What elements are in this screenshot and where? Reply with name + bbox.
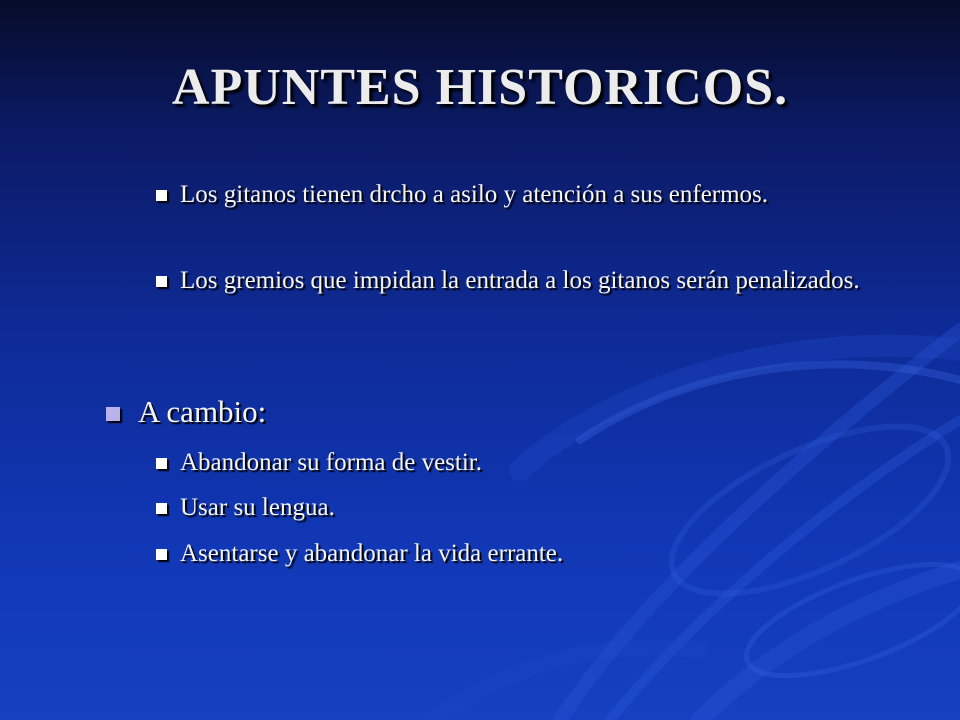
bullet-text: A cambio: (138, 394, 267, 429)
square-bullet-icon (156, 458, 167, 469)
bullet-item (156, 491, 820, 525)
bullet-item (156, 446, 820, 480)
bullet-text: Asentarse y abandonar la vida errante. (180, 540, 564, 567)
square-bullet-icon (156, 190, 167, 201)
bullet-item (156, 264, 910, 298)
square-bullet-icon (106, 407, 120, 421)
bullet-item (156, 537, 820, 571)
bullet-item (156, 178, 820, 212)
bullet-text: Usar su lengua. (180, 494, 335, 521)
slide-title: APUNTES HISTORICOS. (171, 59, 789, 116)
square-bullet-icon (156, 276, 167, 287)
square-bullet-icon (156, 549, 167, 560)
square-bullet-icon (156, 503, 167, 514)
bullet-text: Los gremios que impidan la entrada a los gitanos serán penalizados. (180, 267, 860, 294)
bullet-item (106, 393, 738, 431)
bullet-text: Abandonar su forma de vestir. (180, 449, 483, 476)
bullet-text: Los gitanos tienen drcho a asilo y atención a sus enfermos. (180, 181, 769, 208)
